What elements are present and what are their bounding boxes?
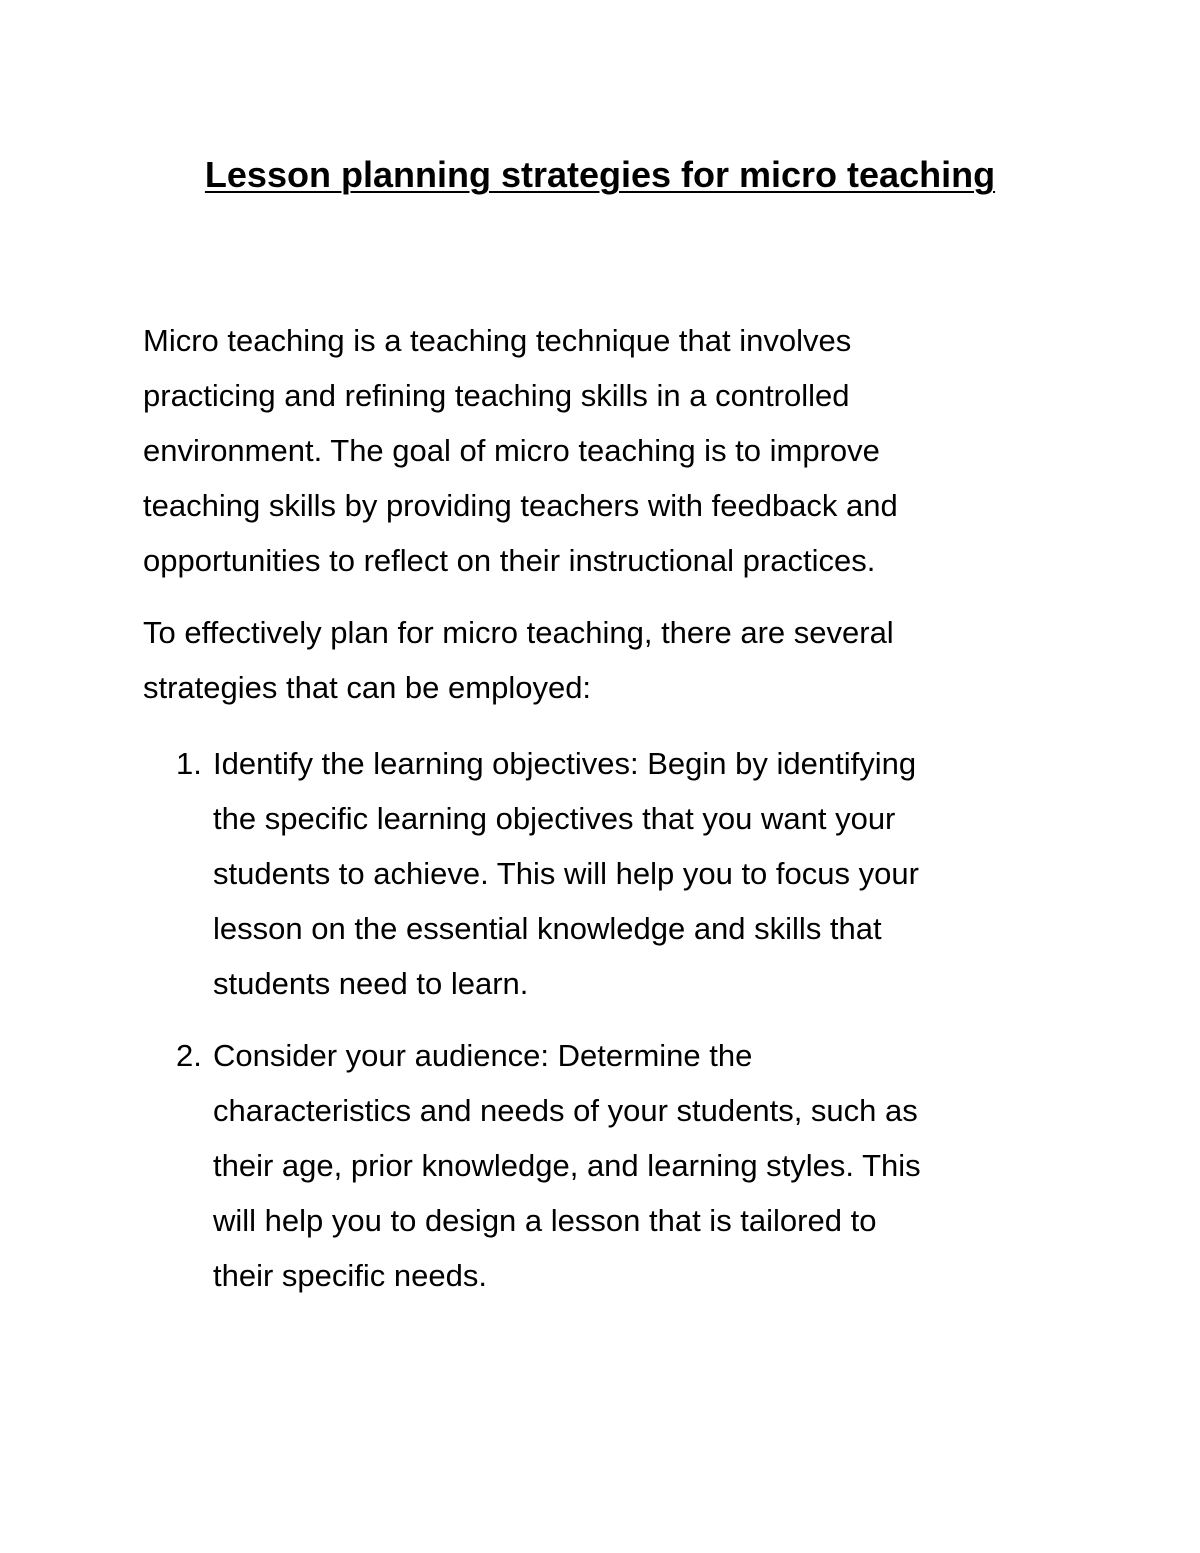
list-item-line: characteristics and needs of your students, such as (213, 1093, 918, 1128)
paragraph-line: teaching skills by providing teachers with feedback and (143, 488, 898, 523)
list-item-text (213, 736, 1063, 1011)
paragraph-strategies-intro (143, 605, 1043, 715)
list-item-line: will help you to design a lesson that is tailored to (213, 1203, 877, 1238)
list-item-line: Consider your audience: Determine the (213, 1038, 753, 1073)
list-item-line: their specific needs. (213, 1258, 487, 1293)
list-item-line: students need to learn. (213, 966, 529, 1001)
list-item-line: the specific learning objectives that you want your (213, 801, 896, 836)
paragraph-line: environment. The goal of micro teaching is to improve (143, 433, 880, 468)
paragraph-line: Micro teaching is a teaching technique that involves (143, 323, 852, 358)
document-title: Lesson planning strategies for micro teaching (204, 154, 996, 195)
list-item-text (213, 1028, 1063, 1303)
list-item-number: 1. (176, 746, 202, 781)
list-item-line: Identify the learning objectives: Begin by identifying (213, 746, 917, 781)
paragraph-line: opportunities to reflect on their instructional practices. (143, 543, 876, 578)
list-item-line: their age, prior knowledge, and learning styles. This (213, 1148, 921, 1183)
list-item-line: students to achieve. This will help you to focus your (213, 856, 919, 891)
paragraph-intro (143, 313, 1043, 588)
paragraph-line: practicing and refining teaching skills in a controlled (143, 378, 850, 413)
paragraph-line: To effectively plan for micro teaching, there are several (143, 615, 894, 650)
list-item-number: 2. (176, 1038, 202, 1073)
paragraph-line: strategies that can be employed: (143, 670, 592, 705)
list-item-line: lesson on the essential knowledge and skills that (213, 911, 882, 946)
